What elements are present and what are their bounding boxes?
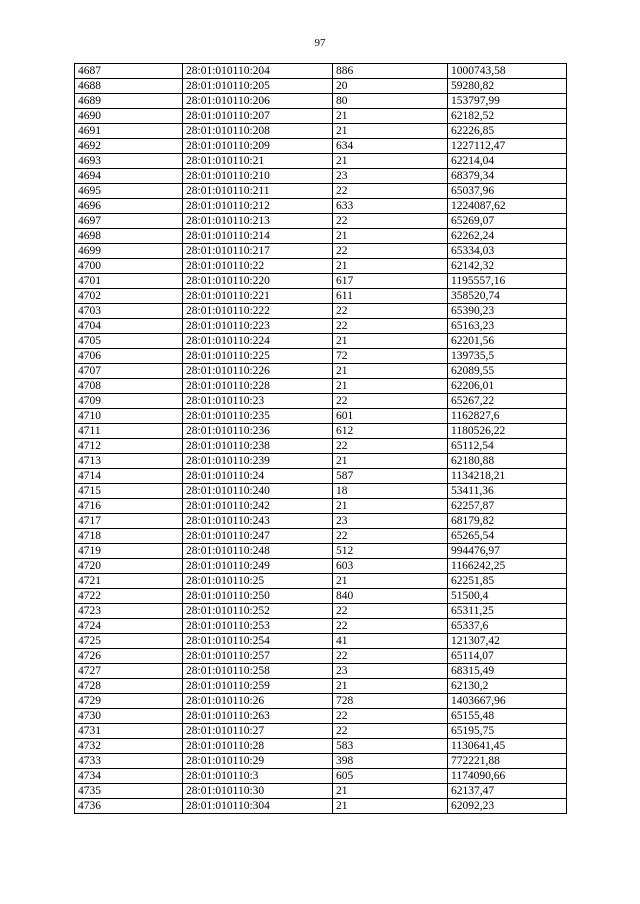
area-cell: 18 [333,484,448,499]
cadastral-value-cell: 62226,85 [448,124,567,139]
cadastral-value-cell: 51500,4 [448,589,567,604]
cadastral-value-cell: 53411,36 [448,484,567,499]
page-number: 97 [314,37,326,49]
table-row [75,274,567,289]
cadastral-number-cell: 28:01:010110:243 [183,514,333,529]
row-number-cell: 4725 [75,634,183,649]
cadastral-value-cell: 65114,07 [448,649,567,664]
table-row [75,799,567,814]
row-number-cell: 4699 [75,244,183,259]
cadastral-number-cell: 28:01:010110:252 [183,604,333,619]
row-number-cell: 4710 [75,409,183,424]
row-number-cell: 4734 [75,769,183,784]
area-cell: 22 [333,619,448,634]
area-cell: 80 [333,94,448,109]
row-number-cell: 4688 [75,79,183,94]
cadastral-number-cell: 28:01:010110:209 [183,139,333,154]
table-row [75,79,567,94]
row-number-cell: 4727 [75,664,183,679]
cadastral-number-cell: 28:01:010110:208 [183,124,333,139]
cadastral-number-cell: 28:01:010110:259 [183,679,333,694]
cadastral-number-cell: 28:01:010110:205 [183,79,333,94]
row-number-cell: 4719 [75,544,183,559]
area-cell: 21 [333,109,448,124]
row-number-cell: 4717 [75,514,183,529]
area-cell: 20 [333,79,448,94]
cadastral-value-cell: 62182,52 [448,109,567,124]
area-cell: 23 [333,514,448,529]
row-number-cell: 4708 [75,379,183,394]
table-row [75,709,567,724]
row-number-cell: 4706 [75,349,183,364]
row-number-cell: 4729 [75,694,183,709]
area-cell: 22 [333,604,448,619]
table-row [75,124,567,139]
row-number-cell: 4709 [75,394,183,409]
cadastral-value-cell: 121307,42 [448,634,567,649]
table-row [75,454,567,469]
cadastral-value-cell: 62214,04 [448,154,567,169]
area-cell: 633 [333,199,448,214]
table-row [75,499,567,514]
area-cell: 728 [333,694,448,709]
cadastral-number-cell: 28:01:010110:210 [183,169,333,184]
cadastral-value-cell: 68315,49 [448,664,567,679]
cadastral-value-cell: 994476,97 [448,544,567,559]
table-row [75,364,567,379]
cadastral-value-cell: 772221,88 [448,754,567,769]
cadastral-number-cell: 28:01:010110:226 [183,364,333,379]
cadastral-number-cell: 28:01:010110:217 [183,244,333,259]
cadastral-number-cell: 28:01:010110:250 [183,589,333,604]
table-row [75,544,567,559]
cadastral-number-cell: 28:01:010110:220 [183,274,333,289]
table-row [75,109,567,124]
table-row [75,439,567,454]
cadastral-number-cell: 28:01:010110:25 [183,574,333,589]
area-cell: 612 [333,424,448,439]
area-cell: 603 [333,559,448,574]
row-number-cell: 4695 [75,184,183,199]
table-row [75,244,567,259]
cadastral-number-cell: 28:01:010110:248 [183,544,333,559]
cadastral-value-cell: 358520,74 [448,289,567,304]
cadastral-number-cell: 28:01:010110:206 [183,94,333,109]
row-number-cell: 4720 [75,559,183,574]
table-row [75,469,567,484]
table-row [75,754,567,769]
cadastral-value-cell: 1166242,25 [448,559,567,574]
table-row [75,769,567,784]
row-number-cell: 4713 [75,454,183,469]
row-number-cell: 4716 [75,499,183,514]
area-cell: 605 [333,769,448,784]
cadastral-number-cell: 28:01:010110:211 [183,184,333,199]
row-number-cell: 4692 [75,139,183,154]
cadastral-number-cell: 28:01:010110:30 [183,784,333,799]
cadastral-number-cell: 28:01:010110:247 [183,529,333,544]
table-row [75,574,567,589]
cadastral-value-cell: 1180526,22 [448,424,567,439]
cadastral-value-cell: 68179,82 [448,514,567,529]
cadastral-value-cell: 65155,48 [448,709,567,724]
area-cell: 21 [333,364,448,379]
table-row [75,589,567,604]
table-row [75,289,567,304]
area-cell: 22 [333,244,448,259]
row-number-cell: 4689 [75,94,183,109]
area-cell: 840 [333,589,448,604]
cadastral-number-cell: 28:01:010110:236 [183,424,333,439]
cadastral-number-cell: 28:01:010110:223 [183,319,333,334]
cadastral-number-cell: 28:01:010110:225 [183,349,333,364]
cadastral-value-cell: 1130641,45 [448,739,567,754]
cadastral-value-cell: 65163,23 [448,319,567,334]
cadastral-number-cell: 28:01:010110:26 [183,694,333,709]
cadastral-number-cell: 28:01:010110:254 [183,634,333,649]
cadastral-value-cell: 1224087,62 [448,199,567,214]
row-number-cell: 4703 [75,304,183,319]
cadastral-value-cell: 62257,87 [448,499,567,514]
area-cell: 22 [333,184,448,199]
cadastral-value-cell: 62130,2 [448,679,567,694]
area-cell: 21 [333,124,448,139]
table-row [75,784,567,799]
cadastral-value-cell: 65337,6 [448,619,567,634]
cadastral-number-cell: 28:01:010110:221 [183,289,333,304]
area-cell: 512 [333,544,448,559]
area-cell: 886 [333,64,448,79]
cadastral-number-cell: 28:01:010110:249 [183,559,333,574]
table-row [75,619,567,634]
cadastral-number-cell: 28:01:010110:28 [183,739,333,754]
area-cell: 587 [333,469,448,484]
table-row [75,184,567,199]
table-row [75,664,567,679]
cadastral-number-cell: 28:01:010110:27 [183,724,333,739]
area-cell: 21 [333,679,448,694]
cadastral-number-cell: 28:01:010110:214 [183,229,333,244]
cadastral-value-cell: 62201,56 [448,334,567,349]
cadastral-number-cell: 28:01:010110:212 [183,199,333,214]
row-number-cell: 4690 [75,109,183,124]
cadastral-value-cell: 1000743,58 [448,64,567,79]
registry-table [74,63,567,814]
table-row [75,304,567,319]
area-cell: 611 [333,289,448,304]
row-number-cell: 4730 [75,709,183,724]
cadastral-number-cell: 28:01:010110:258 [183,664,333,679]
area-cell: 23 [333,169,448,184]
row-number-cell: 4700 [75,259,183,274]
table-row [75,169,567,184]
table-row [75,259,567,274]
cadastral-number-cell: 28:01:010110:253 [183,619,333,634]
area-cell: 21 [333,574,448,589]
table-row [75,64,567,79]
row-number-cell: 4694 [75,169,183,184]
table-row [75,199,567,214]
cadastral-number-cell: 28:01:010110:204 [183,64,333,79]
row-number-cell: 4691 [75,124,183,139]
cadastral-number-cell: 28:01:010110:239 [183,454,333,469]
table-row [75,529,567,544]
row-number-cell: 4702 [75,289,183,304]
cadastral-value-cell: 1162827,6 [448,409,567,424]
cadastral-number-cell: 28:01:010110:3 [183,769,333,784]
area-cell: 634 [333,139,448,154]
cadastral-value-cell: 65195,75 [448,724,567,739]
table-row [75,604,567,619]
table-row [75,154,567,169]
area-cell: 21 [333,334,448,349]
row-number-cell: 4733 [75,754,183,769]
row-number-cell: 4731 [75,724,183,739]
cadastral-number-cell: 28:01:010110:213 [183,214,333,229]
table-row [75,349,567,364]
row-number-cell: 4707 [75,364,183,379]
cadastral-value-cell: 1174090,66 [448,769,567,784]
row-number-cell: 4698 [75,229,183,244]
area-cell: 22 [333,439,448,454]
cadastral-value-cell: 62142,32 [448,259,567,274]
area-cell: 22 [333,529,448,544]
area-cell: 23 [333,664,448,679]
cadastral-value-cell: 65269,07 [448,214,567,229]
cadastral-value-cell: 65037,96 [448,184,567,199]
cadastral-value-cell: 1403667,96 [448,694,567,709]
table-row [75,679,567,694]
area-cell: 21 [333,454,448,469]
row-number-cell: 4714 [75,469,183,484]
row-number-cell: 4721 [75,574,183,589]
cadastral-number-cell: 28:01:010110:24 [183,469,333,484]
cadastral-number-cell: 28:01:010110:29 [183,754,333,769]
cadastral-value-cell: 62206,01 [448,379,567,394]
area-cell: 21 [333,154,448,169]
area-cell: 41 [333,634,448,649]
row-number-cell: 4735 [75,784,183,799]
area-cell: 601 [333,409,448,424]
row-number-cell: 4722 [75,589,183,604]
area-cell: 617 [333,274,448,289]
area-cell: 72 [333,349,448,364]
table-row [75,559,567,574]
table-row [75,724,567,739]
table-row [75,514,567,529]
cadastral-number-cell: 28:01:010110:228 [183,379,333,394]
row-number-cell: 4728 [75,679,183,694]
table-row [75,379,567,394]
cadastral-value-cell: 68379,34 [448,169,567,184]
area-cell: 583 [333,739,448,754]
row-number-cell: 4712 [75,439,183,454]
cadastral-value-cell: 1195557,16 [448,274,567,289]
row-number-cell: 4693 [75,154,183,169]
cadastral-value-cell: 62251,85 [448,574,567,589]
table-row [75,424,567,439]
row-number-cell: 4711 [75,424,183,439]
area-cell: 21 [333,229,448,244]
cadastral-number-cell: 28:01:010110:224 [183,334,333,349]
table-row [75,214,567,229]
cadastral-value-cell: 65265,54 [448,529,567,544]
cadastral-value-cell: 65267,22 [448,394,567,409]
row-number-cell: 4732 [75,739,183,754]
row-number-cell: 4696 [75,199,183,214]
table-row [75,394,567,409]
table-row [75,334,567,349]
area-cell: 22 [333,304,448,319]
cadastral-number-cell: 28:01:010110:238 [183,439,333,454]
table-row [75,94,567,109]
row-number-cell: 4718 [75,529,183,544]
cadastral-value-cell: 153797,99 [448,94,567,109]
area-cell: 21 [333,379,448,394]
cadastral-value-cell: 1227112,47 [448,139,567,154]
row-number-cell: 4697 [75,214,183,229]
cadastral-number-cell: 28:01:010110:21 [183,154,333,169]
row-number-cell: 4724 [75,619,183,634]
row-number-cell: 4705 [75,334,183,349]
cadastral-number-cell: 28:01:010110:222 [183,304,333,319]
area-cell: 22 [333,394,448,409]
area-cell: 22 [333,724,448,739]
table-row [75,409,567,424]
area-cell: 21 [333,784,448,799]
table-row [75,634,567,649]
cadastral-value-cell: 65311,25 [448,604,567,619]
area-cell: 398 [333,754,448,769]
table-row [75,229,567,244]
row-number-cell: 4723 [75,604,183,619]
row-number-cell: 4704 [75,319,183,334]
table-row [75,139,567,154]
table-row [75,319,567,334]
cadastral-value-cell: 139735,5 [448,349,567,364]
cadastral-number-cell: 28:01:010110:22 [183,259,333,274]
table-row [75,739,567,754]
row-number-cell: 4701 [75,274,183,289]
area-cell: 22 [333,709,448,724]
cadastral-value-cell: 65112,54 [448,439,567,454]
cadastral-value-cell: 59280,82 [448,79,567,94]
row-number-cell: 4715 [75,484,183,499]
cadastral-value-cell: 62137,47 [448,784,567,799]
row-number-cell: 4687 [75,64,183,79]
table-row [75,484,567,499]
cadastral-number-cell: 28:01:010110:23 [183,394,333,409]
area-cell: 22 [333,319,448,334]
area-cell: 21 [333,799,448,814]
cadastral-value-cell: 65390,23 [448,304,567,319]
area-cell: 22 [333,214,448,229]
cadastral-value-cell: 62180,88 [448,454,567,469]
area-cell: 22 [333,649,448,664]
table-row [75,694,567,709]
cadastral-number-cell: 28:01:010110:240 [183,484,333,499]
cadastral-value-cell: 62092,23 [448,799,567,814]
registry-table-body [75,64,567,814]
row-number-cell: 4736 [75,799,183,814]
area-cell: 21 [333,259,448,274]
row-number-cell: 4726 [75,649,183,664]
cadastral-value-cell: 1134218,21 [448,469,567,484]
table-row [75,649,567,664]
cadastral-value-cell: 65334,03 [448,244,567,259]
cadastral-number-cell: 28:01:010110:242 [183,499,333,514]
cadastral-number-cell: 28:01:010110:257 [183,649,333,664]
cadastral-value-cell: 62089,55 [448,364,567,379]
cadastral-number-cell: 28:01:010110:235 [183,409,333,424]
cadastral-number-cell: 28:01:010110:207 [183,109,333,124]
area-cell: 21 [333,499,448,514]
cadastral-number-cell: 28:01:010110:263 [183,709,333,724]
cadastral-number-cell: 28:01:010110:304 [183,799,333,814]
cadastral-value-cell: 62262,24 [448,229,567,244]
